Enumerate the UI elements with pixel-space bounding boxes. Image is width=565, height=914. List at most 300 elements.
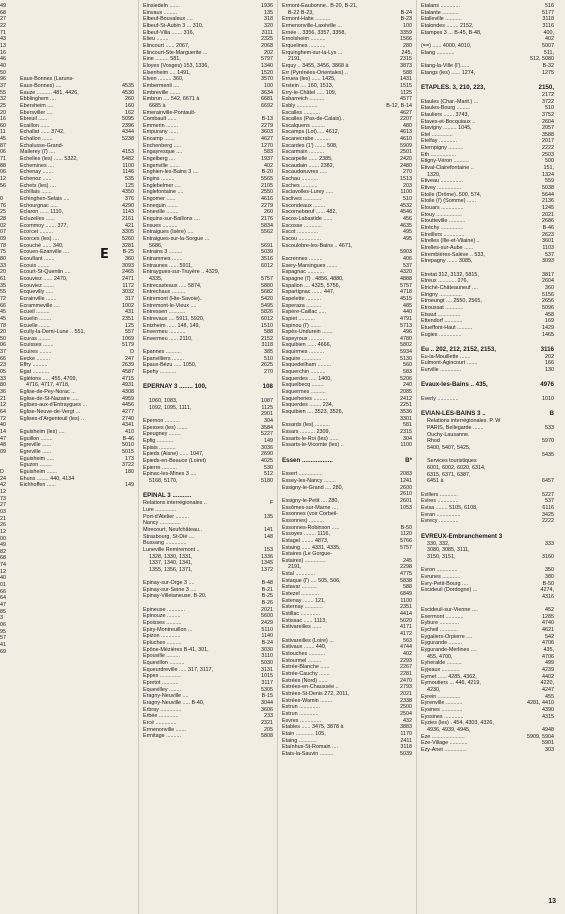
index-entry	[20, 203, 134, 210]
index-entry	[421, 472, 554, 479]
entry-name: Esery-Marsingues .......	[282, 262, 338, 269]
index-heading-entry	[421, 346, 554, 354]
entry-name: Etelfay ............	[421, 138, 457, 145]
entry-table-numbers: 4274,	[540, 587, 554, 594]
entry-name	[421, 92, 542, 99]
edge-number: 28	[0, 216, 6, 222]
index-entry	[20, 416, 134, 423]
index-entry	[143, 478, 273, 485]
entry-name: Eragny-Neuville ..... B-40,	[143, 699, 205, 706]
entry-table-numbers: 2279	[261, 122, 273, 129]
entry-name: Engenville .......	[143, 162, 180, 169]
entry-table-numbers: 5039	[400, 750, 412, 757]
index-entry	[421, 198, 554, 205]
entry-name	[20, 3, 134, 10]
index-entry	[282, 136, 412, 143]
edge-number: 72	[0, 295, 6, 302]
index-entry	[20, 303, 134, 310]
entry-table-numbers: 5179	[122, 342, 134, 349]
entry-table-numbers: 2501	[400, 149, 412, 156]
entry-table-numbers: 1143	[122, 209, 134, 216]
index-entry	[421, 694, 554, 701]
entry-table-numbers: 5909, 5904	[527, 733, 554, 740]
edge-number: 12	[0, 488, 6, 495]
entry-name: Etretat 312, 3132, 5815,	[421, 271, 479, 278]
entry-name: Ouchy-Lausanne.	[427, 431, 470, 438]
entry-table-numbers: 4706	[542, 653, 554, 660]
entry-table-numbers: 1100	[122, 162, 134, 169]
entry-name: Echinghen-Selais ....	[20, 196, 70, 203]
entry-table-numbers: B-46	[542, 225, 554, 231]
edge-number: 27	[0, 16, 6, 23]
entry-name: Etalans .............	[421, 3, 460, 9]
edge-number: 88	[0, 162, 6, 169]
entry-table-numbers: 5682	[261, 289, 273, 296]
entry-name: 2191,	[288, 564, 302, 571]
entry-name: Port-d'Atelier .........	[143, 513, 189, 520]
entry-name: Essonnes (voir Corbeil-	[282, 511, 339, 518]
index-entry	[282, 76, 412, 83]
entry-table-numbers: 245	[403, 557, 412, 564]
entry-name: Esquibien .... 3523, 3526,	[282, 409, 344, 416]
entry-name: 6315, 6371, 6387,	[427, 471, 471, 478]
entry-name: Ensues ..........	[143, 222, 178, 229]
entry-table-numbers: 3752	[542, 111, 554, 118]
index-entry	[421, 707, 554, 714]
entry-table-numbers: 2351	[122, 315, 134, 322]
entry-name: Essey-les-Nancy ........	[282, 477, 336, 484]
entry-table-numbers: 5934	[400, 349, 412, 356]
index-entry	[20, 382, 134, 389]
entry-table-numbers: 1069	[122, 335, 134, 342]
entry-table-numbers: B-46	[122, 435, 134, 442]
entry-name: Epiais ...........	[143, 444, 176, 451]
edge-number: 06	[0, 622, 6, 629]
entry-table-numbers: 4281, 4410	[527, 700, 554, 707]
entry-table-numbers: 2315	[400, 56, 412, 63]
edge-number: 07	[0, 229, 6, 236]
index-entry	[20, 70, 134, 77]
entry-table-numbers: 5482	[122, 156, 134, 163]
entry-name: 1337, 1340, 1341,	[149, 560, 193, 567]
index-entry	[421, 23, 554, 30]
entry-table-numbers: 5010	[122, 442, 134, 449]
entry-table-numbers: 2068	[261, 42, 273, 49]
entry-table-numbers: B-48	[261, 580, 273, 587]
entry-name: Eschau ...........	[282, 176, 318, 183]
entry-table-numbers: 1285	[542, 613, 554, 620]
entry-table-numbers: 5110	[261, 626, 273, 633]
entry-name: Erbée .............	[143, 713, 179, 720]
entry-name	[20, 16, 134, 23]
entry-table-numbers: 2298	[400, 564, 412, 571]
index-entry	[421, 278, 554, 285]
index-entry	[143, 527, 273, 534]
entry-table-numbers: 2267	[400, 664, 412, 671]
entry-table-numbers: 100	[264, 82, 273, 89]
edge-number: 36	[0, 389, 6, 396]
entry-table-numbers: 4715	[122, 375, 134, 382]
index-entry	[421, 465, 554, 472]
index-entry	[143, 70, 273, 77]
entry-name: ÉTAPLES. 3, 210, 223,	[421, 83, 486, 91]
entry-table-numbers: 510	[545, 105, 554, 112]
entry-name: 330, 332,	[427, 540, 450, 547]
entry-name: Engayresque ....	[143, 149, 183, 156]
index-entry	[20, 289, 134, 296]
edge-number: 69	[0, 648, 6, 655]
index-entry	[421, 292, 554, 299]
index-entry	[143, 567, 273, 574]
entry-name: Epinouze .........	[143, 613, 181, 620]
entry-name: Egat ...........	[20, 369, 50, 376]
entry-table-numbers: 2429	[261, 620, 273, 627]
index-entry	[282, 409, 412, 416]
index-entry	[421, 158, 554, 165]
entry-table-numbers: 560	[403, 362, 412, 369]
entry-table-numbers: 1103	[542, 244, 554, 251]
edge-number: 50	[0, 335, 6, 342]
entry-name: Espagnac ...........	[282, 269, 324, 276]
index-entry	[282, 591, 412, 598]
entry-name: Epoisses ..........	[143, 620, 182, 627]
entry-table-numbers: 2279	[261, 202, 273, 209]
entry-name: Echallon .......	[20, 136, 53, 143]
entry-name: Escalquens .........	[282, 122, 325, 129]
entry-name	[421, 600, 554, 607]
entry-name: Engins .........	[143, 176, 175, 183]
entry-table-numbers: 5180	[261, 477, 273, 484]
entry-name: Esquerdes ..... 1400,	[282, 375, 332, 382]
entry-name	[143, 573, 273, 580]
entry-table-numbers: 4172	[400, 631, 412, 638]
entry-name	[20, 36, 134, 43]
index-entry	[282, 276, 412, 283]
entry-name: Err (Pyrénées-Orientales) ..	[282, 69, 348, 76]
entry-name: 4335,	[149, 275, 163, 282]
index-entry	[143, 500, 273, 507]
index-entry	[143, 471, 273, 478]
index-entry	[282, 449, 412, 456]
entry-table-numbers: 2176	[261, 216, 273, 222]
entry-table-numbers: 4315	[542, 713, 554, 720]
entry-name: Eygurande-Merlines ....	[421, 647, 477, 654]
entry-name: Estaque (l') .... 505, 506,	[282, 577, 341, 584]
entry-table-numbers: 1566	[400, 36, 412, 43]
entry-table-numbers: 317	[125, 295, 134, 302]
entry-name	[421, 525, 554, 532]
entry-table-numbers: 3516	[261, 255, 273, 262]
index-entry	[282, 30, 412, 37]
index-entry	[20, 96, 134, 103]
index-entry	[143, 693, 273, 700]
entry-table-numbers: 166	[545, 360, 554, 367]
entry-name: Etiveau ...............	[421, 178, 463, 185]
index-entry	[143, 263, 273, 270]
entry-table-numbers: 3634	[261, 89, 273, 96]
entry-table-numbers: B-24	[400, 9, 412, 16]
index-entry	[421, 547, 554, 554]
left-edge-numbers	[0, 3, 18, 655]
index-entry	[282, 389, 412, 396]
entry-table-numbers: 6012	[261, 262, 273, 269]
index-entry	[143, 183, 273, 190]
entry-name: Emmerin ........	[143, 122, 179, 129]
index-entry	[282, 571, 412, 578]
entry-table-numbers: 2470	[400, 677, 412, 684]
index-entry	[143, 83, 273, 90]
index-entry	[20, 329, 134, 336]
entry-table-numbers: 153	[264, 546, 273, 553]
edge-number: 71	[0, 29, 6, 36]
entry-name: Elsenheim .... 1491,	[143, 69, 191, 76]
entry-table-numbers: 318	[264, 16, 273, 23]
entry-name: Eine ......... 581,	[143, 56, 181, 63]
index-entry	[143, 411, 273, 418]
index-entry	[143, 485, 273, 492]
index-entry	[421, 305, 554, 312]
edge-number: 32	[0, 96, 6, 103]
entry-name: Etreillers ..............	[421, 231, 465, 238]
index-entry	[282, 691, 412, 698]
entry-table-numbers: 3030	[261, 646, 273, 653]
entry-table-numbers: 5227	[542, 491, 554, 498]
entry-table-numbers: 1053	[400, 504, 412, 511]
entry-name: Escarpelle ...... 2385,	[282, 156, 333, 163]
edge-number: 80	[0, 255, 6, 262]
edge-number: 12	[0, 528, 6, 535]
index-entry	[143, 236, 273, 243]
entry-table-numbers: 4171	[400, 624, 412, 631]
entry-table-numbers: 495	[403, 235, 412, 242]
index-entry	[421, 720, 554, 727]
edge-number: 47	[0, 602, 6, 609]
index-entry	[20, 349, 134, 356]
entry-name: Estrun ..............	[282, 704, 321, 711]
entry-table-numbers: 3281	[122, 242, 134, 249]
index-entry	[421, 727, 554, 734]
entry-table-numbers: 2471	[122, 275, 134, 282]
index-entry	[282, 704, 412, 711]
edge-number: 78	[0, 242, 6, 249]
entry-table-numbers: 3093	[542, 258, 554, 265]
entry-name: Entrechaux .........	[143, 289, 186, 296]
edge-number: 47	[0, 435, 6, 442]
entry-table-numbers: 4780	[400, 335, 412, 342]
index-entry	[143, 507, 273, 514]
index-entry	[20, 396, 134, 403]
entry-name: Esquelbecq ........	[282, 382, 324, 389]
entry-table-numbers: 1125	[400, 89, 412, 96]
entry-name: Excideuil-sur-Vienne ....	[421, 607, 478, 614]
entry-name: Entrecasteaux ..... 5874,	[143, 282, 202, 289]
entry-table-numbers: 4402	[542, 673, 554, 680]
index-entry	[282, 558, 412, 565]
entry-name: 4936, 4939, 4945,	[427, 726, 471, 733]
entry-table-numbers: 5206	[400, 375, 412, 382]
entry-table-numbers: 530	[264, 464, 273, 471]
edge-number: 22	[0, 22, 6, 29]
entry-name: Esquedeilham .........	[282, 362, 332, 369]
entry-name: Epinay-Villetaneuse. B-20,	[143, 593, 207, 600]
entry-name: Epinac-les-Mines 3 ....	[143, 471, 197, 478]
index-entry	[143, 398, 273, 405]
entry-table-numbers: B	[549, 410, 554, 418]
entry-name	[282, 465, 412, 472]
index-entry	[20, 16, 134, 23]
index-entry	[282, 149, 412, 156]
entry-name: Estouches ...........	[282, 651, 326, 657]
index-entry	[421, 225, 554, 232]
entry-table-numbers: D	[130, 349, 134, 356]
index-entry	[421, 518, 554, 525]
entry-name	[143, 485, 273, 492]
entry-name: Ecrainville .......	[20, 295, 57, 302]
entry-table-numbers: 3601	[542, 238, 554, 245]
entry-table-numbers: 3044	[261, 699, 273, 706]
index-entry	[20, 369, 134, 376]
entry-table-numbers: 3425	[542, 511, 554, 518]
edge-number: 56	[0, 182, 6, 189]
entry-table-numbers: 1372	[261, 566, 273, 573]
index-entry	[282, 478, 412, 485]
index-entry	[421, 667, 554, 674]
entry-name	[421, 561, 554, 568]
entry-table-numbers: 2136	[542, 198, 554, 205]
entry-name: Elbeuf-Villa ....... 316,	[143, 29, 195, 36]
entry-name: Erquelines ...........	[282, 42, 326, 49]
entry-table-numbers: 5095	[122, 116, 134, 123]
index-entry	[282, 584, 412, 591]
entry-table-numbers: 4290	[122, 202, 134, 209]
index-entry	[143, 56, 273, 63]
entry-table-numbers: 5030	[261, 660, 273, 666]
index-entry	[421, 245, 554, 252]
index-entry	[282, 356, 412, 363]
entry-table-numbers: 5909	[400, 142, 412, 149]
entry-name: Eglise-de-St-Nazaire .....	[20, 395, 79, 402]
index-entry	[282, 604, 412, 611]
edge-number: 02	[0, 222, 6, 229]
index-entry	[282, 90, 412, 97]
entry-table-numbers: 5691	[261, 242, 273, 249]
entry-name: Estivareilles ......	[282, 624, 322, 631]
entry-name: Elbeuf-St-Aubin 3 ... 310,	[143, 22, 204, 29]
entry-table-numbers: 125	[125, 322, 134, 329]
index-entry	[20, 216, 134, 223]
index-entry	[282, 183, 412, 190]
index-entry	[282, 511, 412, 518]
entry-name: Epizon .............	[143, 633, 181, 640]
index-entry	[282, 3, 412, 10]
entry-table-numbers: 3722	[122, 462, 134, 469]
index-entry	[421, 512, 554, 519]
entry-table-numbers: 240	[403, 382, 412, 389]
edge-number: 06	[0, 149, 6, 156]
entry-name: Encamp .......	[143, 136, 175, 143]
index-entry	[282, 110, 412, 117]
entry-table-numbers: 2222	[542, 145, 554, 152]
edge-number: 12	[0, 176, 6, 183]
index-entry	[282, 269, 412, 276]
entry-table-numbers: 4341	[122, 422, 134, 429]
entry-name: Eugies ...............	[421, 331, 462, 338]
section-letter: E	[100, 247, 109, 262]
entry-name: Etaules (Char.-Marit.) ...	[421, 98, 479, 105]
entry-table-numbers: 4613	[400, 129, 412, 136]
index-entry	[20, 176, 134, 183]
entry-name: Eglise-de-Pey-Norac ...	[20, 389, 76, 396]
entry-table-numbers: 496	[403, 329, 412, 336]
index-entry	[20, 189, 134, 196]
edge-number: 60	[0, 122, 6, 129]
entry-name: Epehy ...........	[143, 369, 177, 376]
entry-table-numbers: 1465	[542, 331, 554, 338]
entry-name: Etel ..............	[421, 131, 453, 138]
page-number: 13	[548, 898, 556, 905]
index-entry	[421, 252, 554, 259]
entry-name: Eysines ..............	[421, 706, 463, 713]
index-entry	[143, 514, 273, 521]
entry-name: Estivareilles (Loire) ...	[282, 637, 334, 644]
entry-table-numbers: 1275	[542, 69, 554, 76]
index-entry	[143, 405, 273, 412]
entry-name: Estavar ..........	[282, 584, 317, 591]
entry-name: Epinay-sur-Orge 3 ....	[143, 580, 195, 587]
index-entry	[282, 70, 412, 77]
entry-table-numbers: 4530	[122, 89, 134, 96]
index-entry	[20, 23, 134, 30]
index-entry	[20, 462, 134, 469]
edge-number: 78	[0, 322, 6, 329]
entry-table-numbers: 4316	[542, 593, 554, 600]
index-entry	[421, 445, 554, 452]
index-entry	[143, 283, 273, 290]
index-entry	[20, 223, 134, 230]
entry-name: Etival-Clairefontaine ..	[421, 165, 474, 172]
entry-table-numbers: 406	[403, 255, 412, 262]
index-entry	[143, 727, 273, 734]
entry-table-numbers: B-12, B-14	[386, 102, 412, 109]
entry-name: Services touristiques	[427, 458, 477, 465]
entry-name: Eecke .........	[20, 355, 50, 362]
index-entry	[282, 156, 412, 163]
entry-name: Ecouché ...... 340,	[20, 242, 64, 249]
entry-table-numbers: 1513	[400, 176, 412, 183]
index-entry	[143, 673, 273, 680]
entry-name: Espalion .... 4325, 5756,	[282, 282, 341, 289]
index-entry	[421, 298, 554, 305]
entry-name: Entrains 3 .........	[143, 249, 183, 256]
entry-name: Essonnes) ..........	[282, 517, 324, 524]
edge-number: 68	[0, 555, 6, 562]
entry-name: Evrecy .............	[421, 518, 459, 525]
entry-table-numbers: 1270	[261, 142, 273, 149]
entry-name	[421, 338, 554, 345]
index-entry	[421, 389, 554, 396]
entry-name: Evry-Petit-Bourg ....	[421, 580, 469, 587]
index-entry	[282, 36, 412, 43]
entry-table-numbers: 320	[264, 22, 273, 29]
index-entry	[20, 169, 134, 176]
index-entry	[421, 614, 554, 621]
entry-name: Eygaliers-Orpierre ....	[421, 633, 473, 640]
entry-table-numbers: 135	[264, 9, 273, 16]
entry-name: Eze-Village ............	[421, 740, 468, 747]
entry-name: Esquermes ..........	[282, 389, 326, 396]
index-entry	[282, 436, 412, 443]
index-entry	[143, 223, 273, 230]
